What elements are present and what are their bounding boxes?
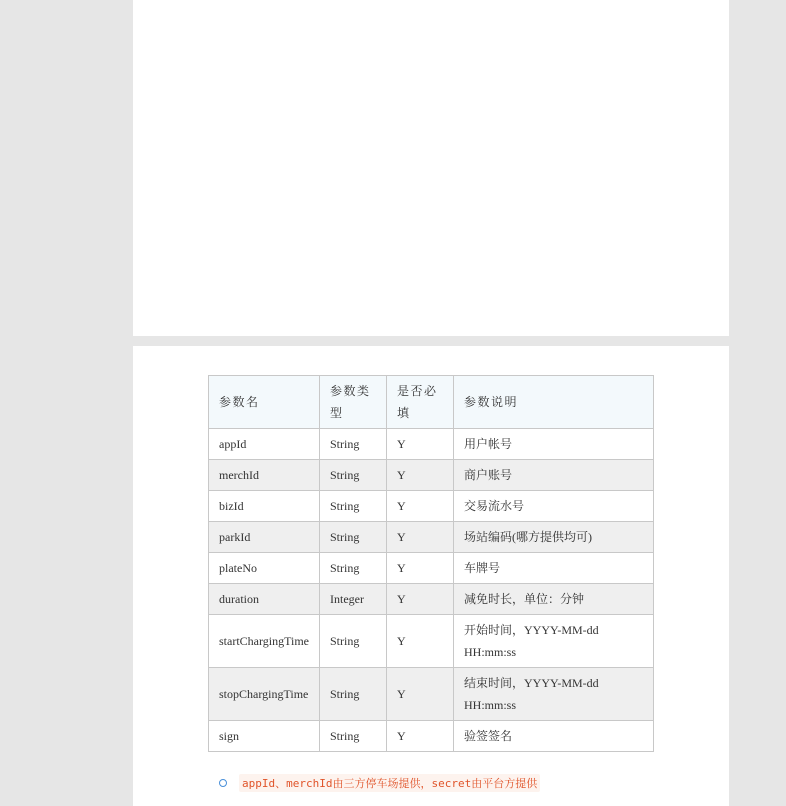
cell-type: String (320, 522, 387, 553)
cell-desc: 车牌号 (454, 553, 654, 584)
table-header-row (209, 376, 654, 429)
cell-desc: 交易流水号 (454, 491, 654, 522)
cell-name: stopChargingTime (209, 668, 320, 721)
cell-type: String (320, 668, 387, 721)
circle-bullet-icon (219, 779, 227, 787)
cell-type: Integer (320, 584, 387, 615)
cell-required: Y (387, 491, 454, 522)
cell-desc: 商户账号 (454, 460, 654, 491)
cell-type: String (320, 615, 387, 668)
header-param-name: 参数名 (209, 376, 320, 429)
cell-name: merchId (209, 460, 320, 491)
cell-type: String (320, 460, 387, 491)
note-code-text: appId、merchId由三方停车场提供，secret由平台方提供 (239, 774, 540, 792)
cell-required: Y (387, 460, 454, 491)
cell-type: String (320, 491, 387, 522)
header-param-type: 参数类型 (320, 376, 387, 429)
cell-required: Y (387, 615, 454, 668)
header-description: 参数说明 (454, 376, 654, 429)
cell-name: plateNo (209, 553, 320, 584)
cell-name: startChargingTime (209, 615, 320, 668)
cell-name: appId (209, 429, 320, 460)
cell-required: Y (387, 721, 454, 752)
cell-desc: 减免时长，单位：分钟 (454, 584, 654, 615)
cell-desc: 场站编码(哪方提供均可) (454, 522, 654, 553)
table-row (209, 429, 654, 460)
header-required: 是否必填 (387, 376, 454, 429)
cell-desc: 用户帐号 (454, 429, 654, 460)
cell-type: String (320, 721, 387, 752)
cell-desc: 验签签名 (454, 721, 654, 752)
cell-desc: 结束时间，YYYY-MM-dd HH:mm:ss (454, 668, 654, 721)
cell-type: String (320, 429, 387, 460)
table-row (209, 460, 654, 491)
document-page-upper (133, 0, 729, 336)
cell-required: Y (387, 584, 454, 615)
cell-required: Y (387, 668, 454, 721)
table-row (209, 553, 654, 584)
table-row (209, 615, 654, 668)
cell-type: String (320, 553, 387, 584)
cell-name: duration (209, 584, 320, 615)
table-row (209, 522, 654, 553)
document-page-lower (133, 346, 729, 806)
note-list-item (219, 774, 540, 792)
cell-required: Y (387, 429, 454, 460)
cell-name: sign (209, 721, 320, 752)
table-row (209, 668, 654, 721)
parameter-table (208, 375, 654, 752)
cell-name: bizId (209, 491, 320, 522)
cell-required: Y (387, 522, 454, 553)
table-row (209, 721, 654, 752)
cell-desc: 开始时间，YYYY-MM-dd HH:mm:ss (454, 615, 654, 668)
table-row (209, 491, 654, 522)
cell-name: parkId (209, 522, 320, 553)
cell-required: Y (387, 553, 454, 584)
table-row (209, 584, 654, 615)
